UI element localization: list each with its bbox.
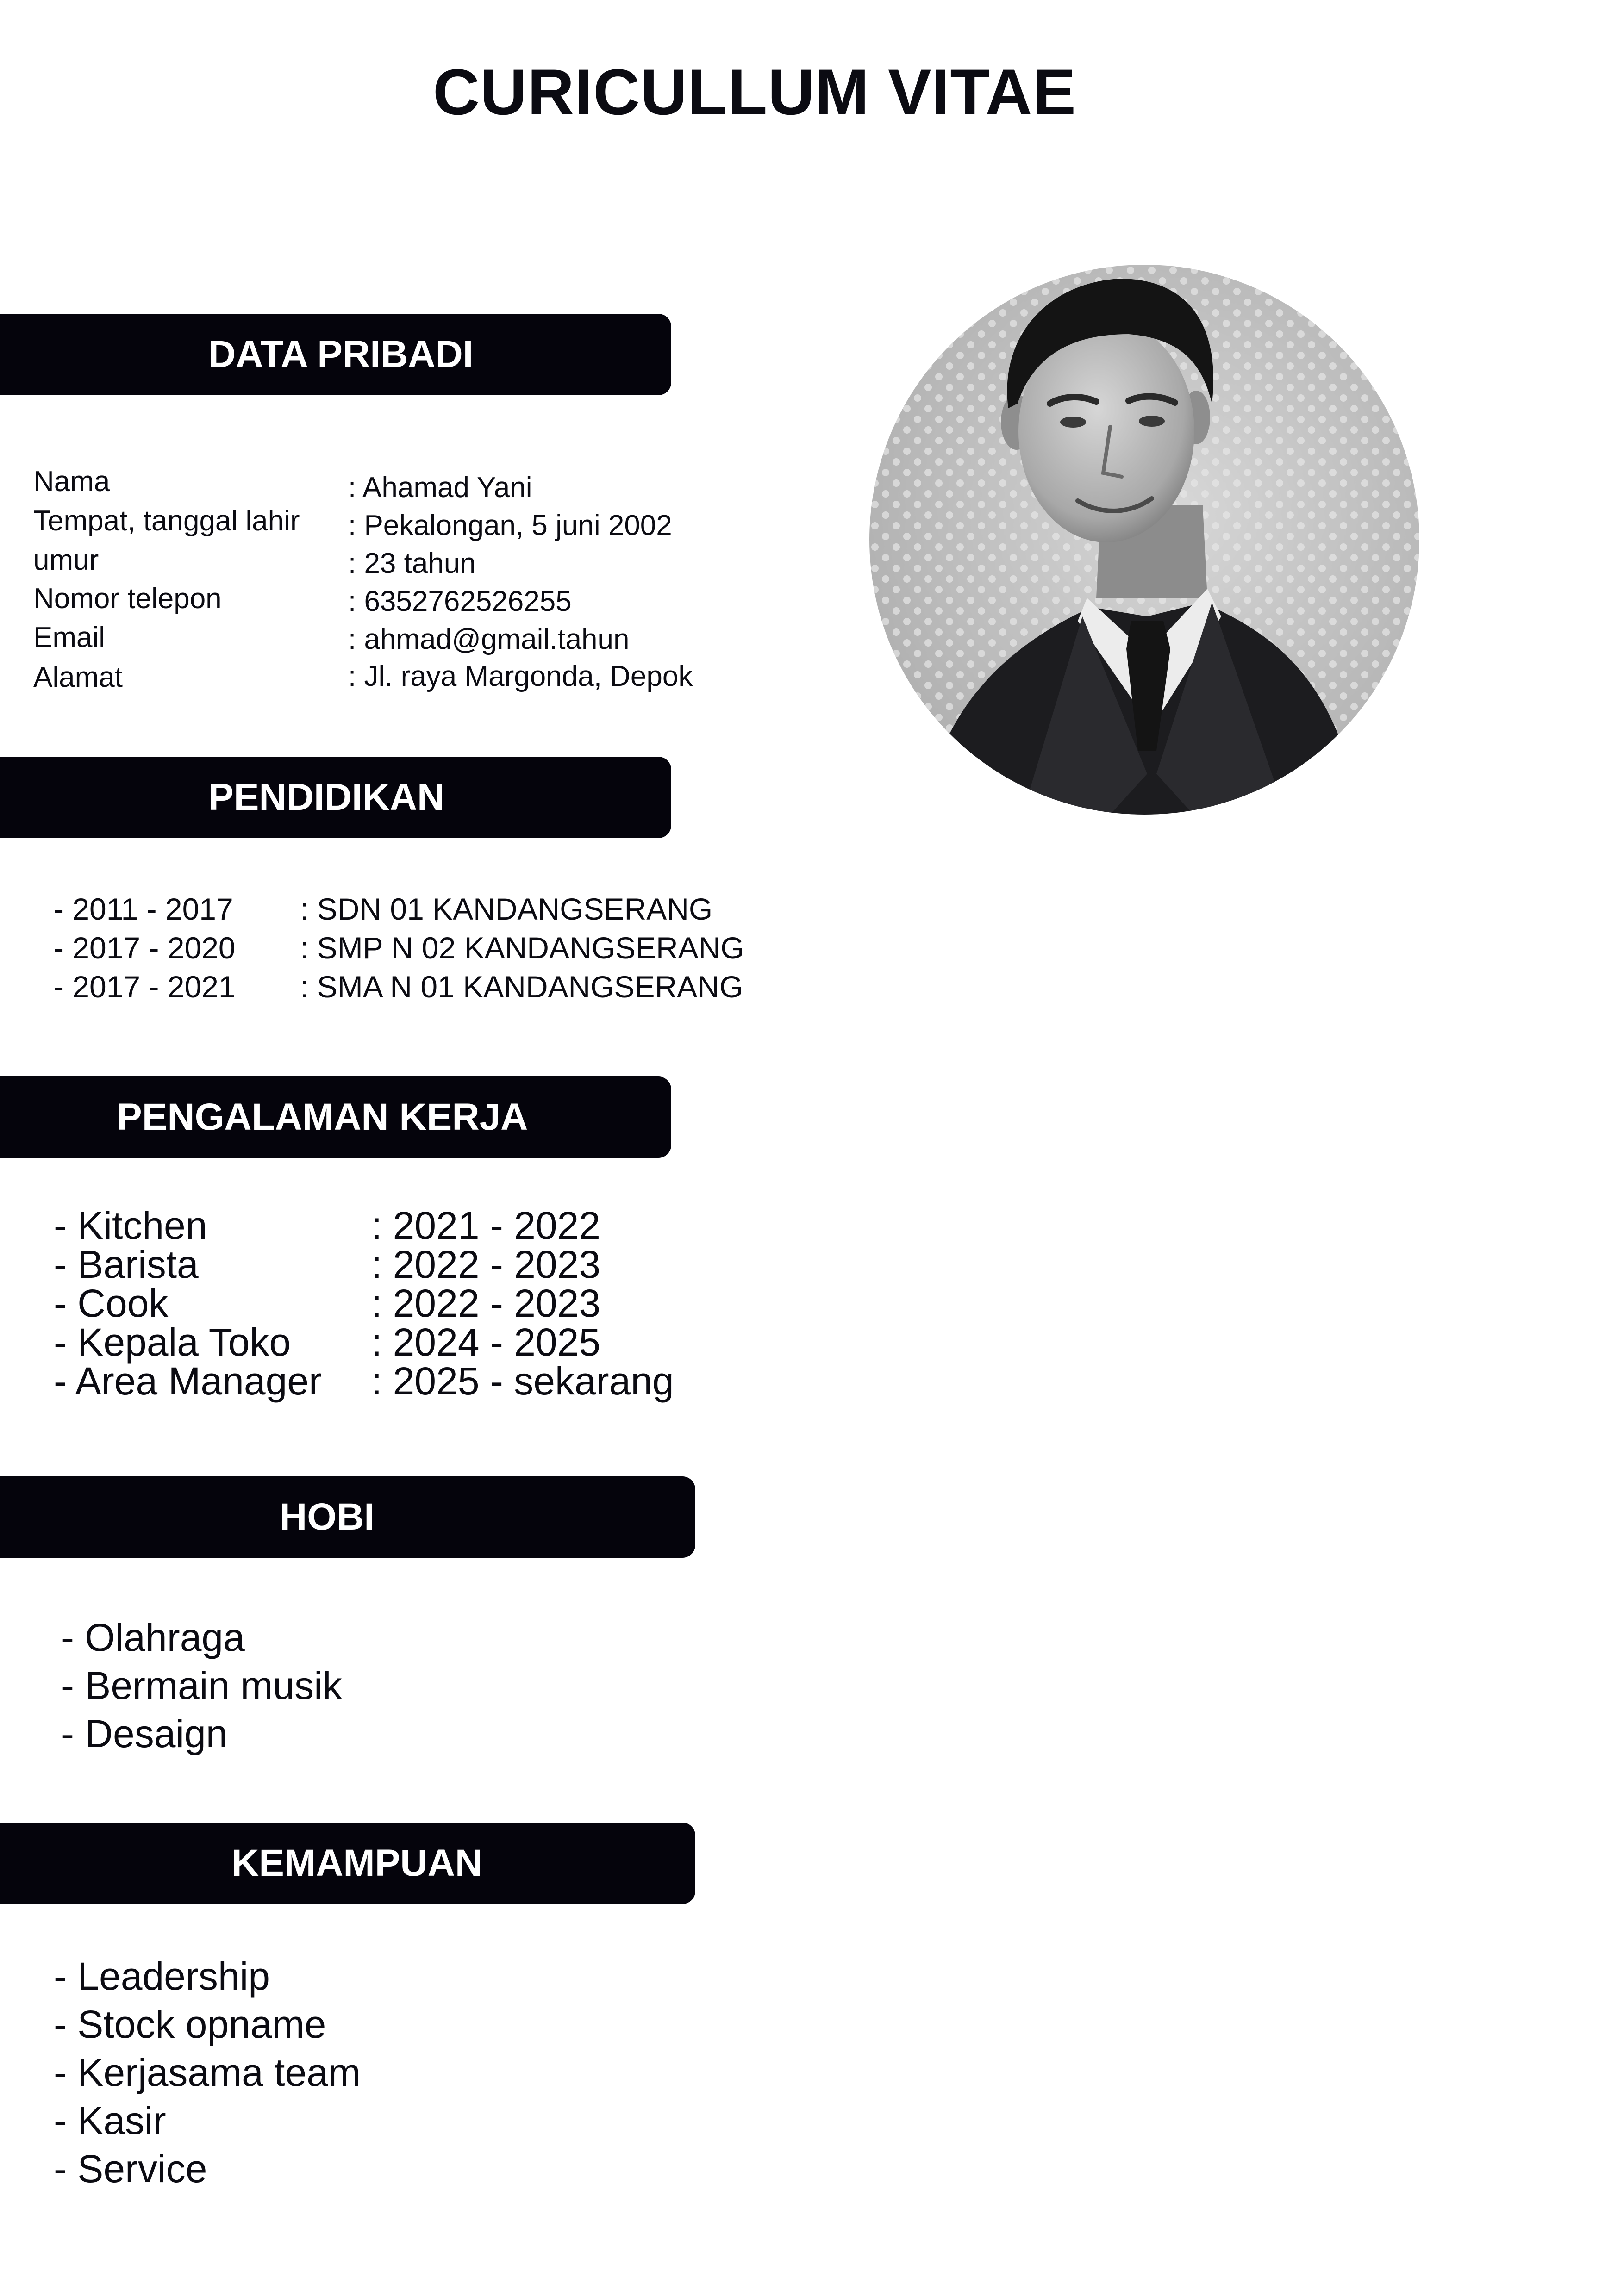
personal-value: : Jl. raya Margonda, Depok — [348, 660, 693, 692]
hobby-item: - Olahraga — [61, 1616, 245, 1659]
education-school: : SDN 01 KANDANGSERANG — [300, 892, 713, 926]
education-years: - 2017 - 2020 — [54, 931, 236, 965]
section-title: HOBI — [280, 1496, 375, 1538]
personal-value: : 23 tahun — [348, 548, 476, 579]
section-header-kemampuan — [0, 1823, 695, 1904]
page-title: CURICULLUM VITAE — [433, 56, 1076, 128]
personal-label: Email — [33, 622, 106, 653]
section-header-data-pribadi — [0, 314, 671, 395]
education-years: - 2017 - 2021 — [54, 970, 236, 1004]
hobby-item: - Bermain musik — [61, 1664, 342, 1707]
personal-value: : Pekalongan, 5 juni 2002 — [348, 510, 672, 541]
experience-role: - Cook — [54, 1282, 169, 1325]
section-header-pengalaman-kerja — [0, 1076, 671, 1158]
personal-label: Nomor telepon — [33, 583, 222, 615]
personal-label: umur — [33, 544, 99, 576]
personal-value: : ahmad@gmail.tahun — [348, 623, 630, 655]
personal-label: Tempat, tanggal lahir — [33, 505, 300, 537]
section-title: KEMAMPUAN — [231, 1842, 483, 1884]
education-school: : SMA N 01 KANDANGSERANG — [300, 970, 743, 1004]
experience-role: - Area Manager — [54, 1359, 322, 1403]
personal-label: Nama — [33, 466, 110, 498]
skill-item: - Service — [54, 2147, 207, 2190]
skill-item: - Leadership — [54, 1954, 270, 1998]
experience-role: - Kitchen — [54, 1204, 207, 1247]
section-header-hobi — [0, 1476, 695, 1558]
section-header-pendidikan — [0, 757, 671, 838]
personal-value: : Ahamad Yani — [348, 472, 532, 504]
education-school: : SMP N 02 KANDANGSERANG — [300, 931, 744, 965]
experience-role: - Barista — [54, 1243, 199, 1286]
section-title: DATA PRIBADI — [208, 333, 474, 375]
experience-role: - Kepala Toko — [54, 1320, 291, 1364]
skill-item: - Kasir — [54, 2099, 166, 2142]
education-years: - 2011 - 2017 — [54, 892, 233, 926]
experience-period: : 2022 - 2023 — [371, 1282, 601, 1325]
experience-period: : 2025 - sekarang — [371, 1359, 674, 1403]
experience-period: : 2022 - 2023 — [371, 1243, 601, 1286]
hobby-item: - Desaign — [61, 1712, 228, 1755]
personal-value: : 6352762526255 — [348, 585, 572, 617]
experience-period: : 2024 - 2025 — [371, 1320, 601, 1364]
skill-item: - Stock opname — [54, 2003, 326, 2046]
profile-photo — [869, 265, 1419, 815]
personal-label: Alamat — [33, 661, 123, 693]
section-title: PENGALAMAN KERJA — [117, 1096, 528, 1138]
skill-item: - Kerjasama team — [54, 2051, 361, 2094]
section-title: PENDIDIKAN — [208, 776, 445, 818]
experience-period: : 2021 - 2022 — [371, 1204, 601, 1247]
